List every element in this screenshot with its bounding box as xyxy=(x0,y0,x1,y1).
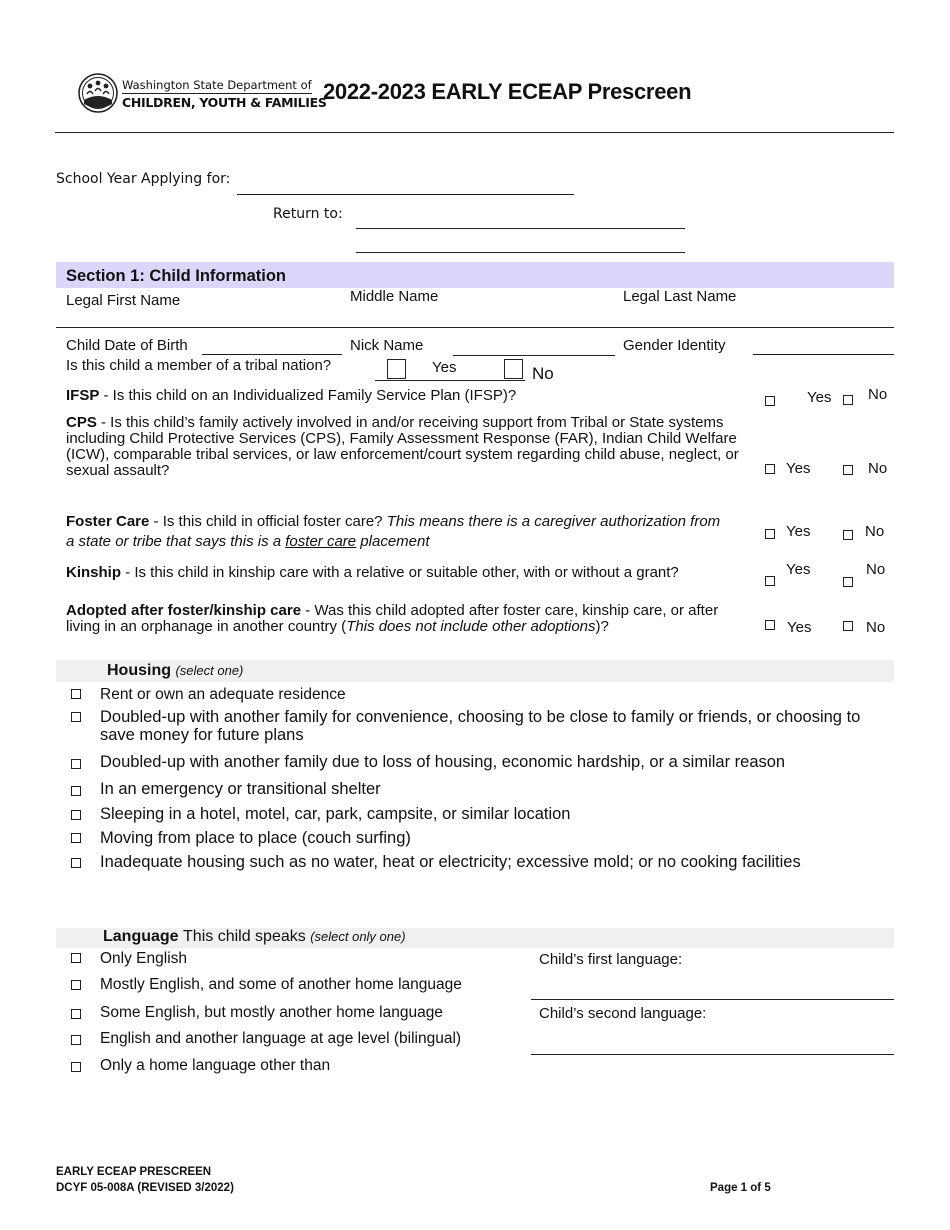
gender-identity-label: Gender Identity xyxy=(623,337,726,354)
page-title: 2022-2023 EARLY ECEAP Prescreen xyxy=(323,79,692,104)
foster-label: Foster Care xyxy=(66,513,150,530)
language-option-checkbox[interactable] xyxy=(71,953,81,963)
cps-no-checkbox[interactable] xyxy=(843,465,853,475)
kinship-yes-label: Yes xyxy=(786,561,811,578)
language-option-checkbox[interactable] xyxy=(71,1062,81,1072)
housing-option-checkbox[interactable] xyxy=(71,858,81,868)
housing-header xyxy=(56,660,894,682)
cps-question xyxy=(66,415,756,479)
foster-yes-label: Yes xyxy=(786,523,811,540)
housing-option-label: Inadequate housing such as no water, heat or electricity; excessive mold; or no cooking facilities xyxy=(100,853,801,871)
tribal-yes-checkbox[interactable] xyxy=(387,359,406,379)
foster-italic-2: placement xyxy=(356,533,430,550)
housing-option-label: Doubled-up with another family due to loss of housing, economic hardship, or a similar reason xyxy=(100,753,786,771)
language-option-label: Only a home language other than xyxy=(100,1057,331,1074)
kinship-no-checkbox[interactable] xyxy=(843,577,853,587)
kinship-label: Kinship xyxy=(66,564,121,581)
language-option-label: Mostly English, and some of another home language xyxy=(100,976,462,993)
housing-option-label: Rent or own an adequate residence xyxy=(100,686,346,703)
ifsp-no-label: No xyxy=(868,386,888,403)
ifsp-no-checkbox[interactable] xyxy=(843,395,853,405)
foster-question xyxy=(66,512,726,552)
language-hint: (select only one) xyxy=(310,929,406,944)
housing-hint: (select one) xyxy=(175,663,244,678)
kinship-text: - Is this child in kinship care with a relative or suitable other, with or without a grant? xyxy=(121,564,679,581)
ifsp-yes-label: Yes xyxy=(807,389,832,406)
cps-label: CPS xyxy=(66,414,97,431)
return-to-field-line1[interactable] xyxy=(356,228,685,229)
foster-italic-1: This means there is a caregiver authorization from a state or tribe that says this is a xyxy=(66,513,721,550)
school-year-label: School Year Applying for: xyxy=(56,171,231,187)
adopted-yes-label: Yes xyxy=(787,619,812,636)
adopted-italic: This does not include other adoptions xyxy=(346,618,596,635)
foster-no-checkbox[interactable] xyxy=(843,530,853,540)
adopted-no-checkbox[interactable] xyxy=(843,621,853,631)
agency-name-line2: CHILDREN, YOUTH & FAMILIES xyxy=(122,95,327,110)
housing-option-checkbox[interactable] xyxy=(71,786,81,796)
return-to-label: Return to: xyxy=(273,206,343,222)
family-seal-icon xyxy=(78,72,118,114)
school-year-field[interactable] xyxy=(237,194,574,195)
return-to-field-line2[interactable] xyxy=(356,252,685,253)
housing-option-label: Doubled-up with another family for convenience, choosing to be close to family or friends, or choosing to save money for future plans xyxy=(100,708,861,744)
agency-logo xyxy=(78,72,327,116)
tribal-no-checkbox[interactable] xyxy=(504,359,523,379)
adopted-yes-checkbox[interactable] xyxy=(765,620,775,630)
language-header xyxy=(56,928,894,948)
cps-no-label: No xyxy=(868,460,888,477)
legal-first-name-label: Legal First Name xyxy=(66,292,181,309)
cps-text: - Is this child’s family actively involved in and/or receiving support from Tribal or State systems including Child Protective Services (CPS), Family Assessment Response (FAR), Indian Child Welfare (ICW), comparable tribal services, or law enforcement/court system regarding child abuse, neglect, or sexual assault? xyxy=(66,414,739,479)
housing-option-checkbox[interactable] xyxy=(71,712,81,722)
adopted-text: - Was this child adopted after foster care, kinship care, or after living in an orphanage in another country ( xyxy=(66,602,719,635)
language-option-checkbox[interactable] xyxy=(71,1035,81,1045)
language-option-label: Only English xyxy=(100,950,188,967)
housing-option-label: In an emergency or transitional shelter xyxy=(100,780,381,798)
adopted-no-label: No xyxy=(866,619,886,636)
adopted-end: )? xyxy=(595,618,609,635)
ifsp-question xyxy=(66,388,746,404)
section1-header xyxy=(56,262,894,288)
tribal-question: Is this child a member of a tribal nation? xyxy=(66,357,332,374)
tribal-no-label: No xyxy=(532,364,554,383)
section1-title: Section 1: Child Information xyxy=(66,267,287,285)
agency-name-line1: Washington State Department of xyxy=(122,78,312,92)
housing-title: Housing xyxy=(107,662,171,679)
legal-last-name-label: Legal Last Name xyxy=(623,288,737,305)
tribal-yes-label: Yes xyxy=(432,359,457,376)
kinship-yes-checkbox[interactable] xyxy=(765,576,775,586)
adopted-question xyxy=(66,603,756,635)
ifsp-yes-checkbox[interactable] xyxy=(765,396,775,406)
name-row-field-line[interactable] xyxy=(56,327,894,328)
adopted-label: Adopted after foster/kinship care xyxy=(66,602,302,619)
housing-option-checkbox[interactable] xyxy=(71,759,81,769)
dob-field[interactable] xyxy=(202,354,342,355)
foster-text: - Is this child in official foster care? xyxy=(149,513,387,530)
first-language-label: Child’s first language: xyxy=(539,951,683,968)
nick-name-field[interactable] xyxy=(453,355,615,356)
second-language-label: Child’s second language: xyxy=(539,1005,707,1022)
footer-form-name: EARLY ECEAP PRESCREEN xyxy=(56,1166,212,1178)
ifsp-label: IFSP xyxy=(66,387,100,404)
language-option-checkbox[interactable] xyxy=(71,980,81,990)
foster-italic-underline: foster care xyxy=(285,533,357,550)
language-option-label: English and another language at age level (bilingual) xyxy=(100,1030,462,1047)
header-divider xyxy=(55,132,894,133)
kinship-question xyxy=(66,565,746,581)
second-language-field[interactable] xyxy=(531,1054,894,1055)
tribal-answer-line xyxy=(375,380,525,381)
language-option-checkbox[interactable] xyxy=(71,1009,81,1019)
language-subtitle: This child speaks xyxy=(183,928,306,945)
housing-option-checkbox[interactable] xyxy=(71,833,81,843)
first-language-field[interactable] xyxy=(531,999,894,1000)
ifsp-text: - Is this child on an Individualized Family Service Plan (IFSP)? xyxy=(99,387,517,404)
middle-name-label: Middle Name xyxy=(350,288,439,305)
footer-form-number: DCYF 05-008A (REVISED 3/2022) xyxy=(56,1182,234,1194)
language-title: Language xyxy=(103,928,179,945)
kinship-no-label: No xyxy=(866,561,886,578)
housing-option-checkbox[interactable] xyxy=(71,689,81,699)
housing-option-label: Sleeping in a hotel, motel, car, park, campsite, or similar location xyxy=(100,805,571,823)
gender-identity-field[interactable] xyxy=(753,354,894,355)
cps-yes-checkbox[interactable] xyxy=(765,464,775,474)
language-option-label: Some English, but mostly another home language xyxy=(100,1004,443,1021)
nick-name-label: Nick Name xyxy=(350,337,424,354)
foster-yes-checkbox[interactable] xyxy=(765,529,775,539)
housing-option-label: Moving from place to place (couch surfing) xyxy=(100,829,411,847)
footer-page-number: Page 1 of 5 xyxy=(710,1182,771,1194)
cps-yes-label: Yes xyxy=(786,460,811,477)
dob-label: Child Date of Birth xyxy=(66,337,188,354)
housing-option-checkbox[interactable] xyxy=(71,810,81,820)
foster-no-label: No xyxy=(865,523,885,540)
